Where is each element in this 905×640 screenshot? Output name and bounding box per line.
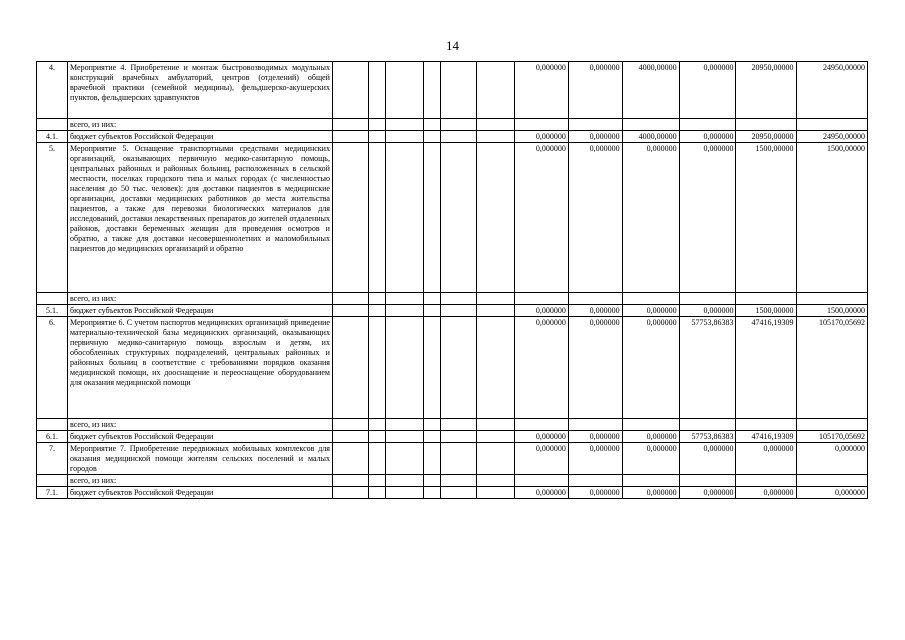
row-number: 7.	[37, 443, 68, 475]
row-number: 6.1.	[37, 431, 68, 443]
table-row	[37, 62, 868, 119]
row-number: 4.1.	[37, 131, 68, 143]
value-cell: 0,000000	[679, 487, 736, 499]
value-cell: 0,000000	[679, 143, 736, 293]
table-row	[37, 293, 868, 305]
value-cell: 4000,00000	[622, 62, 679, 119]
table-row	[37, 419, 868, 431]
table-row	[37, 317, 868, 419]
value-cell: 1500,00000	[796, 305, 868, 317]
value-cell: 0,000000	[515, 431, 569, 443]
value-cell: 0,000000	[568, 143, 622, 293]
value-cell: 20950,00000	[736, 62, 796, 119]
row-number: 4.	[37, 62, 68, 119]
value-cell: 1500,00000	[796, 143, 868, 293]
measure-description: Мероприятие 5. Оснащение транспортными средствами медицинских организаций, оказывающих первичную медико-санитарную помощь, центральных районных и районных больниц, расположенных в сельской местности, поселках городского типа и малых городах (с численностью населения до 50 тыс. человек): для доставки пациентов в медицинские организации, доставки медицинских работников до места жительства пациентов, а также для перевозки биологических материалов для исследований, доставки лекарственных препаратов до жителей отдаленных районов, доставки беременных женщин для проведения осмотров и обратно, а также для доставки несовершеннолетних и маломобильных пациентов до медицинских организаций и обратно	[68, 143, 333, 293]
value-cell: 0,000000	[679, 131, 736, 143]
value-cell: 0,000000	[796, 443, 868, 475]
table-row	[37, 475, 868, 487]
value-cell: 0,000000	[622, 431, 679, 443]
value-cell: 0,000000	[622, 487, 679, 499]
value-cell: 105170,05692	[796, 317, 868, 419]
table-row	[37, 487, 868, 499]
value-cell: 0,000000	[796, 487, 868, 499]
value-cell: 0,000000	[679, 305, 736, 317]
subtotal-label: всего, из них:	[68, 419, 333, 431]
value-cell: 0,000000	[568, 131, 622, 143]
value-cell: 0,000000	[515, 317, 569, 419]
value-cell: 0,000000	[568, 443, 622, 475]
value-cell: 0,000000	[568, 317, 622, 419]
measures-table	[36, 61, 868, 499]
table-row	[37, 119, 868, 131]
value-cell: 20950,00000	[736, 131, 796, 143]
value-cell: 47416,19309	[736, 431, 796, 443]
value-cell: 0,000000	[736, 443, 796, 475]
value-cell: 57753,86383	[679, 431, 736, 443]
value-cell: 0,000000	[515, 443, 569, 475]
row-number: 6.	[37, 317, 68, 419]
value-cell: 0,000000	[515, 305, 569, 317]
value-cell: 24950,00000	[796, 131, 868, 143]
value-cell: 24950,00000	[796, 62, 868, 119]
value-cell: 0,000000	[622, 143, 679, 293]
row-number: 5.1.	[37, 305, 68, 317]
budget-source: бюджет субъектов Российской Федерации	[68, 305, 333, 317]
value-cell: 47416,19309	[736, 317, 796, 419]
value-cell: 0,000000	[568, 487, 622, 499]
subtotal-label: всего, из них:	[68, 475, 333, 487]
row-number: 7.1.	[37, 487, 68, 499]
value-cell: 0,000000	[622, 443, 679, 475]
value-cell: 0,000000	[515, 131, 569, 143]
value-cell: 0,000000	[568, 62, 622, 119]
value-cell: 0,000000	[568, 431, 622, 443]
value-cell: 0,000000	[679, 443, 736, 475]
budget-source: бюджет субъектов Российской Федерации	[68, 487, 333, 499]
table-row	[37, 431, 868, 443]
measure-description: Мероприятие 6. С учетом паспортов медицинских организаций приведение материально-технической базы медицинских организаций, оказывающих первичную медико-санитарную помощь взрослым и детям, их обособленных структурных подразделений, центральных районных и районных больниц в соответствие с требованиями порядков оказания медицинской помощи, их дооснащение и переоснащение оборудованием для оказания медицинской помощи	[68, 317, 333, 419]
value-cell: 0,000000	[515, 487, 569, 499]
value-cell: 57753,86383	[679, 317, 736, 419]
budget-source: бюджет субъектов Российской Федерации	[68, 131, 333, 143]
value-cell: 1500,00000	[736, 305, 796, 317]
value-cell: 0,000000	[736, 487, 796, 499]
value-cell: 0,000000	[679, 62, 736, 119]
subtotal-label: всего, из них:	[68, 119, 333, 131]
subtotal-label: всего, из них:	[68, 293, 333, 305]
value-cell: 0,000000	[515, 143, 569, 293]
value-cell: 0,000000	[515, 62, 569, 119]
table-row	[37, 143, 868, 293]
table-row	[37, 131, 868, 143]
row-number: 5.	[37, 143, 68, 293]
value-cell: 4000,00000	[622, 131, 679, 143]
value-cell: 0,000000	[622, 305, 679, 317]
table-row	[37, 443, 868, 475]
value-cell: 0,000000	[568, 305, 622, 317]
page-number: 14	[446, 38, 459, 53]
value-cell: 105170,05692	[796, 431, 868, 443]
value-cell: 1500,00000	[736, 143, 796, 293]
measure-description: Мероприятие 7. Приобретение передвижных мобильных комплексов для оказания медицинской помощи жителям сельских поселений и малых городов	[68, 443, 333, 475]
measure-description: Мероприятие 4. Приобретение и монтаж быстровозводимых модульных конструкций врачебных амбулаторий, центров (отделений) общей врачебной практики (семейной медицины), фельдшерско-акушерских пунктов, фельдшерских здравпунктов	[68, 62, 333, 119]
budget-source: бюджет субъектов Российской Федерации	[68, 431, 333, 443]
value-cell: 0,000000	[622, 317, 679, 419]
table-row	[37, 305, 868, 317]
